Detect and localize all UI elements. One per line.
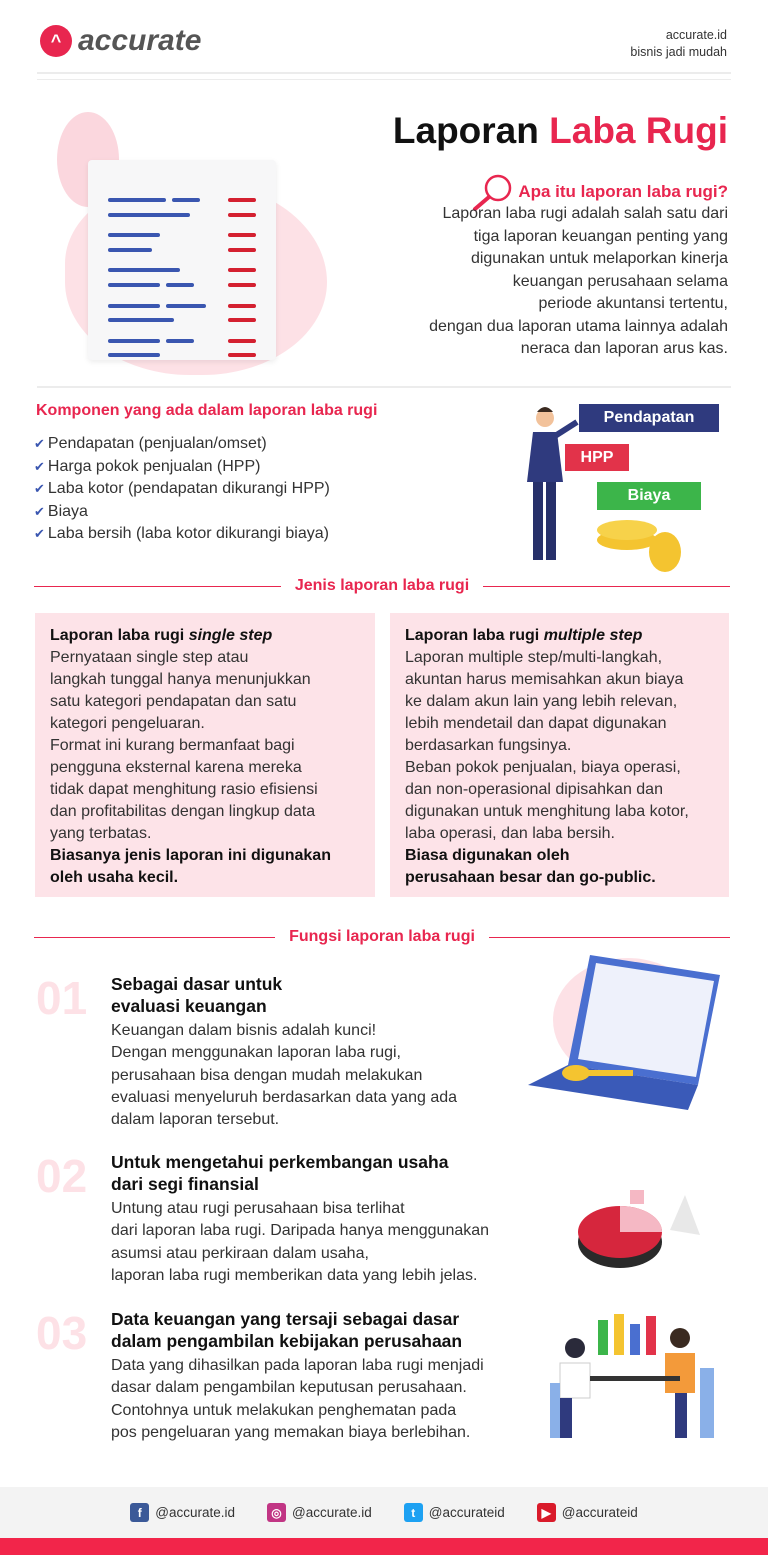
value-bar bbox=[228, 248, 256, 252]
function-body-line: Untung atau rugi perusahaan bisa terlihat bbox=[111, 1200, 405, 1217]
card-line: langkah tunggal hanya menunjukkan bbox=[50, 671, 311, 688]
function-title bbox=[111, 973, 282, 1017]
card-line: laba operasi, dan laba bersih. bbox=[405, 825, 615, 842]
komponen-heading: Komponen yang ada dalam laporan laba rugi bbox=[36, 402, 378, 419]
function-body-line: dari laporan laba rugi. Daripada hanya menggunakan bbox=[111, 1222, 490, 1240]
function-body-line: dalam laporan tersebut. bbox=[111, 1111, 280, 1129]
header-tagline bbox=[630, 27, 727, 61]
function-title bbox=[111, 1308, 462, 1352]
jenis-section-header bbox=[34, 577, 730, 595]
description-line: neraca dan laporan arus kas. bbox=[520, 340, 728, 357]
card-line: Pernyataan single step atau bbox=[50, 649, 249, 666]
text-line-bar bbox=[108, 339, 160, 343]
description-line: Laporan laba rugi adalah salah satu dari bbox=[442, 205, 728, 222]
site-name: accurate.id bbox=[665, 28, 727, 42]
social-handle: @accurate.id bbox=[155, 1505, 235, 1520]
description-line: keuangan perusahaan selama bbox=[512, 272, 728, 290]
card-title-text: Laporan laba rugi bbox=[405, 627, 544, 644]
komponen-item: ✔ Harga pokok penjualan (HPP) bbox=[34, 456, 330, 479]
social-handle: @accurate.id bbox=[292, 1505, 372, 1520]
card-conclusion: perusahaan besar dan go-public. bbox=[405, 869, 656, 886]
youtube-icon: ▶ bbox=[537, 1503, 556, 1522]
card-line: satu kategori pendapatan dan satu bbox=[50, 693, 297, 710]
value-bar bbox=[228, 268, 256, 272]
komponen-list bbox=[34, 433, 330, 546]
card-line: akuntan harus memisahkan akun biaya bbox=[405, 671, 684, 688]
card-title-emphasis: multiple step bbox=[543, 627, 643, 644]
social-handle: @accurateid bbox=[428, 1505, 505, 1520]
card-title-text: Laporan laba rugi bbox=[50, 627, 189, 644]
text-line-bar bbox=[172, 198, 200, 202]
facebook-icon: f bbox=[130, 1503, 149, 1522]
hero-description bbox=[368, 203, 728, 361]
text-line-bar bbox=[108, 318, 174, 322]
text-line-bar bbox=[108, 248, 152, 252]
tag-biaya: Biaya bbox=[597, 482, 701, 510]
function-body-line: Data yang dihasilkan pada laporan laba rugi menjadi bbox=[111, 1357, 484, 1374]
komponen-item: ✔ Biaya bbox=[34, 501, 330, 524]
card-line: kategori pengeluaran. bbox=[50, 715, 205, 732]
social-link[interactable] bbox=[404, 1503, 505, 1522]
function-body-line: Contohnya untuk melakukan penghematan pada bbox=[111, 1401, 457, 1419]
function-body-line: evaluasi menyeluruh berdasarkan data yang ada bbox=[111, 1088, 458, 1106]
card-conclusion: oleh usaha kecil. bbox=[50, 869, 179, 886]
card-line: Beban pokok penjualan, biaya operasi, bbox=[405, 759, 681, 776]
function-number: 03 bbox=[36, 1307, 88, 1359]
tagline: bisnis jadi mudah bbox=[630, 45, 727, 59]
card-conclusion: Biasanya jenis laporan ini digunakan bbox=[50, 847, 331, 864]
divider bbox=[37, 79, 731, 80]
text-line-bar bbox=[108, 268, 180, 272]
card-line: Laporan multiple step/multi-langkah, bbox=[405, 649, 663, 666]
function-title-line: Data keuangan yang tersaji sebagai dasar bbox=[111, 1309, 460, 1329]
laptop-key-illustration bbox=[528, 945, 728, 1135]
tag-pendapatan: Pendapatan bbox=[579, 404, 719, 432]
function-body-line: laporan laba rugi memberikan data yang lebih jelas. bbox=[111, 1266, 478, 1284]
fungsi-heading: Fungsi laporan laba rugi bbox=[289, 928, 475, 945]
card-title-emphasis: single step bbox=[188, 627, 273, 644]
komponen-item: ✔ Laba kotor (pendapatan dikurangi HPP) bbox=[34, 478, 330, 501]
value-bar bbox=[228, 198, 256, 202]
card-line: Format ini kurang bermanfaat bagi bbox=[50, 737, 295, 754]
text-line-bar bbox=[108, 353, 160, 357]
komponen-item: ✔ Laba bersih (laba kotor dikurangi biaya) bbox=[34, 523, 330, 546]
tag-hpp: HPP bbox=[565, 444, 629, 471]
text-line-bar bbox=[108, 283, 160, 287]
card-line: digunakan untuk menghitung laba kotor, bbox=[405, 803, 689, 820]
card-line: ke dalam akun lain yang lebih relevan, bbox=[405, 693, 678, 710]
value-bar bbox=[228, 353, 256, 357]
function-number: 01 bbox=[36, 972, 88, 1024]
card-line: dan non-operasional dipisahkan dan bbox=[405, 781, 663, 798]
card-title bbox=[50, 625, 360, 647]
text-line-bar bbox=[108, 233, 160, 237]
jenis-heading: Jenis laporan laba rugi bbox=[294, 577, 470, 594]
value-bar bbox=[228, 318, 256, 322]
value-bar bbox=[228, 304, 256, 308]
twitter-icon: t bbox=[404, 1503, 423, 1522]
text-line-bar bbox=[108, 198, 166, 202]
footer-social bbox=[0, 1487, 768, 1538]
divider bbox=[37, 72, 731, 74]
question-heading: Apa itu laporan laba rugi? bbox=[470, 172, 728, 212]
page-title: Laporan Laba Rugi bbox=[392, 110, 728, 151]
multiple-step-card bbox=[390, 613, 729, 897]
card-line: lebih mendetail dan dapat digunakan bbox=[405, 715, 667, 732]
card-line: pengguna eksternal karena mereka bbox=[50, 759, 302, 776]
text-line-bar bbox=[166, 283, 194, 287]
card-line: berdasarkan fungsinya. bbox=[405, 737, 572, 754]
value-bar bbox=[228, 213, 256, 217]
accurate-logo-icon: ^ bbox=[40, 25, 72, 57]
function-body-line: Dengan menggunakan laporan laba rugi, bbox=[111, 1044, 401, 1062]
function-number: 02 bbox=[36, 1150, 88, 1202]
pie-chart-illustration bbox=[560, 1170, 710, 1280]
single-step-card bbox=[35, 613, 375, 897]
function-body bbox=[111, 1020, 457, 1131]
function-title-line: Sebagai dasar untuk bbox=[111, 974, 283, 994]
value-bar bbox=[228, 283, 256, 287]
social-handle: @accurateid bbox=[561, 1505, 638, 1520]
document-illustration bbox=[88, 160, 276, 360]
function-title-line: dari segi finansial bbox=[111, 1174, 259, 1194]
divider bbox=[37, 386, 731, 388]
meeting-illustration bbox=[550, 1308, 720, 1443]
function-body-line: Keuangan dalam bisnis adalah kunci! bbox=[111, 1022, 377, 1039]
description-line: periode akuntansi tertentu, bbox=[538, 295, 728, 312]
fungsi-section-header bbox=[34, 928, 730, 946]
social-link[interactable] bbox=[537, 1503, 638, 1522]
function-body bbox=[111, 1355, 484, 1444]
description-line: dengan dua laporan utama lainnya adalah bbox=[429, 317, 728, 335]
text-line-bar bbox=[108, 213, 190, 217]
card-title bbox=[405, 625, 714, 647]
text-line-bar bbox=[166, 339, 194, 343]
brand-name: accurate bbox=[78, 24, 202, 57]
komponen-item: ✔ Pendapatan (penjualan/omset) bbox=[34, 433, 330, 456]
brand-logo bbox=[40, 24, 201, 58]
function-title-line: Untuk mengetahui perkembangan usaha bbox=[111, 1152, 449, 1172]
function-body-line: asumsi atau perkiraan dalam usaha, bbox=[111, 1244, 369, 1262]
card-line: yang terbatas. bbox=[50, 825, 152, 842]
footer-bar bbox=[0, 1538, 768, 1555]
function-title-line: evaluasi keuangan bbox=[111, 996, 267, 1016]
card-line: dan profitabilitas dengan lingkup data bbox=[50, 803, 316, 820]
instagram-icon: ◎ bbox=[267, 1503, 286, 1522]
value-bar bbox=[228, 233, 256, 237]
description-line: digunakan untuk melaporkan kinerja bbox=[470, 250, 728, 267]
card-conclusion: Biasa digunakan oleh bbox=[405, 847, 570, 864]
function-body-line: dasar dalam pengambilan keputusan perusahaan. bbox=[111, 1379, 467, 1397]
function-body-line: perusahaan bisa dengan mudah melakukan bbox=[111, 1066, 423, 1084]
function-body-line: pos pengeluaran yang memakan biaya berlebihan. bbox=[111, 1423, 471, 1441]
function-body bbox=[111, 1198, 489, 1287]
function-title-line: dalam pengambilan kebijakan perusahaan bbox=[111, 1331, 463, 1351]
card-line: tidak dapat menghitung rasio efisiensi bbox=[50, 781, 318, 798]
function-title bbox=[111, 1151, 448, 1195]
text-line-bar bbox=[166, 304, 206, 308]
description-line: tiga laporan keuangan penting yang bbox=[473, 227, 728, 245]
social-link[interactable] bbox=[130, 1503, 235, 1522]
value-bar bbox=[228, 339, 256, 343]
text-line-bar bbox=[108, 304, 160, 308]
social-link[interactable] bbox=[267, 1503, 372, 1522]
